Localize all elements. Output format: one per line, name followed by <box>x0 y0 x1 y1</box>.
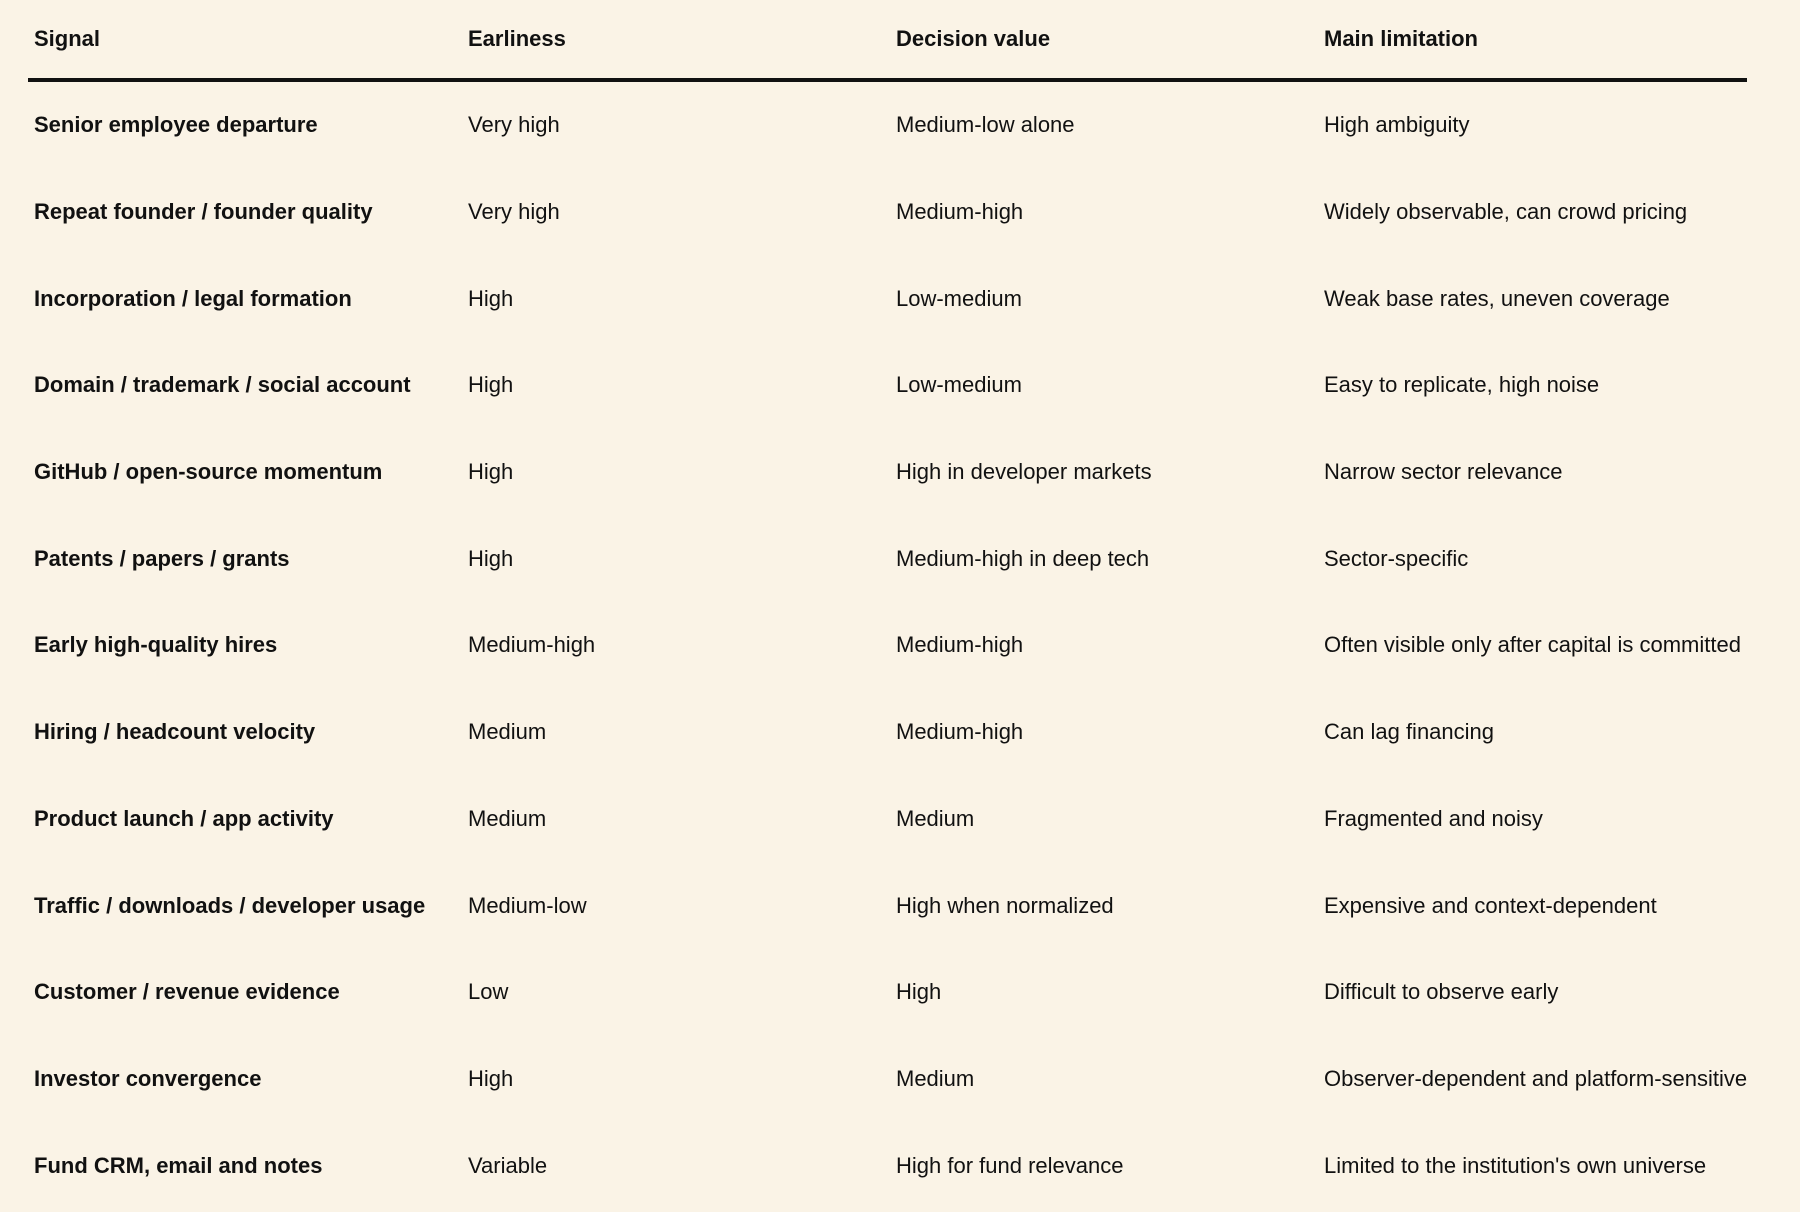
cell-signal: Product launch / app activity <box>34 805 334 831</box>
header-main-limitation: Main limitation <box>1318 0 1747 80</box>
cell-decision-value: Medium <box>896 1065 975 1091</box>
cell-earliness: High <box>468 1065 514 1091</box>
cell-earliness: Variable <box>468 1152 548 1178</box>
cell-signal: Hiring / headcount velocity <box>34 719 316 745</box>
cell-earliness: High <box>468 285 514 311</box>
cell-signal: Fund CRM, email and notes <box>34 1152 323 1178</box>
signals-table <box>28 0 1747 1209</box>
table-row <box>28 689 1747 776</box>
cell-earliness: Medium-low <box>468 892 587 918</box>
table-row <box>28 342 1747 429</box>
cell-signal: Domain / trademark / social account <box>34 372 411 398</box>
cell-earliness: Medium <box>468 719 547 745</box>
cell-signal: Incorporation / legal formation <box>34 285 352 311</box>
cell-earliness: Low <box>468 979 509 1005</box>
cell-main-limitation: Sector-specific <box>1324 545 1469 571</box>
table-row <box>28 80 1747 169</box>
cell-decision-value: High for fund relevance <box>896 1152 1124 1178</box>
table-row <box>28 862 1747 949</box>
cell-main-limitation: Widely observable, can crowd pricing <box>1324 199 1688 225</box>
cell-signal: Customer / revenue evidence <box>34 979 340 1005</box>
table-header-row <box>28 0 1747 80</box>
cell-signal: Repeat founder / founder quality <box>34 199 373 225</box>
cell-decision-value: Medium-high <box>896 632 1024 658</box>
cell-decision-value: Medium <box>896 805 975 831</box>
header-decision-value: Decision value <box>890 0 1318 80</box>
header-earliness: Earliness <box>462 0 890 80</box>
cell-earliness: Very high <box>468 112 560 138</box>
cell-earliness: High <box>468 459 514 485</box>
cell-decision-value: Low-medium <box>896 285 1022 311</box>
cell-main-limitation: Fragmented and noisy <box>1324 805 1543 831</box>
cell-signal: Senior employee departure <box>34 112 318 138</box>
cell-decision-value: Medium-high in deep tech <box>896 545 1150 571</box>
table-row <box>28 602 1747 689</box>
cell-main-limitation: Expensive and context-dependent <box>1324 892 1657 918</box>
cell-decision-value: High <box>896 979 942 1005</box>
table-row <box>28 169 1747 256</box>
cell-main-limitation: Weak base rates, uneven coverage <box>1324 285 1670 311</box>
cell-main-limitation: Can lag financing <box>1324 719 1495 745</box>
cell-earliness: Medium-high <box>468 632 596 658</box>
cell-main-limitation: Difficult to observe early <box>1324 979 1559 1005</box>
cell-decision-value: Low-medium <box>896 372 1022 398</box>
cell-main-limitation: Easy to replicate, high noise <box>1324 372 1600 398</box>
cell-signal: Patents / papers / grants <box>34 545 290 571</box>
table-row <box>28 515 1747 602</box>
cell-earliness: High <box>468 545 514 571</box>
header-signal: Signal <box>28 0 462 80</box>
cell-main-limitation: Limited to the institution's own universe <box>1324 1152 1707 1178</box>
cell-decision-value: Medium-low alone <box>896 112 1075 138</box>
cell-main-limitation: Observer-dependent and platform-sensitive <box>1324 1065 1747 1091</box>
cell-main-limitation: Often visible only after capital is committed <box>1324 632 1741 658</box>
table-row <box>28 429 1747 516</box>
cell-signal: GitHub / open-source momentum <box>34 459 383 485</box>
cell-earliness: Medium <box>468 805 547 831</box>
table-row <box>28 949 1747 1036</box>
cell-earliness: Very high <box>468 199 560 225</box>
cell-signal: Early high-quality hires <box>34 632 278 658</box>
cell-main-limitation: Narrow sector relevance <box>1324 459 1563 485</box>
cell-signal: Traffic / downloads / developer usage <box>34 892 426 918</box>
table-row <box>28 255 1747 342</box>
cell-decision-value: Medium-high <box>896 719 1024 745</box>
cell-signal: Investor convergence <box>34 1065 262 1091</box>
cell-decision-value: High when normalized <box>896 892 1114 918</box>
cell-main-limitation: High ambiguity <box>1324 112 1470 138</box>
cell-earliness: High <box>468 372 514 398</box>
cell-decision-value: High in developer markets <box>896 459 1152 485</box>
table-row <box>28 1122 1747 1209</box>
table-row <box>28 776 1747 863</box>
table-row <box>28 1036 1747 1123</box>
cell-decision-value: Medium-high <box>896 199 1024 225</box>
